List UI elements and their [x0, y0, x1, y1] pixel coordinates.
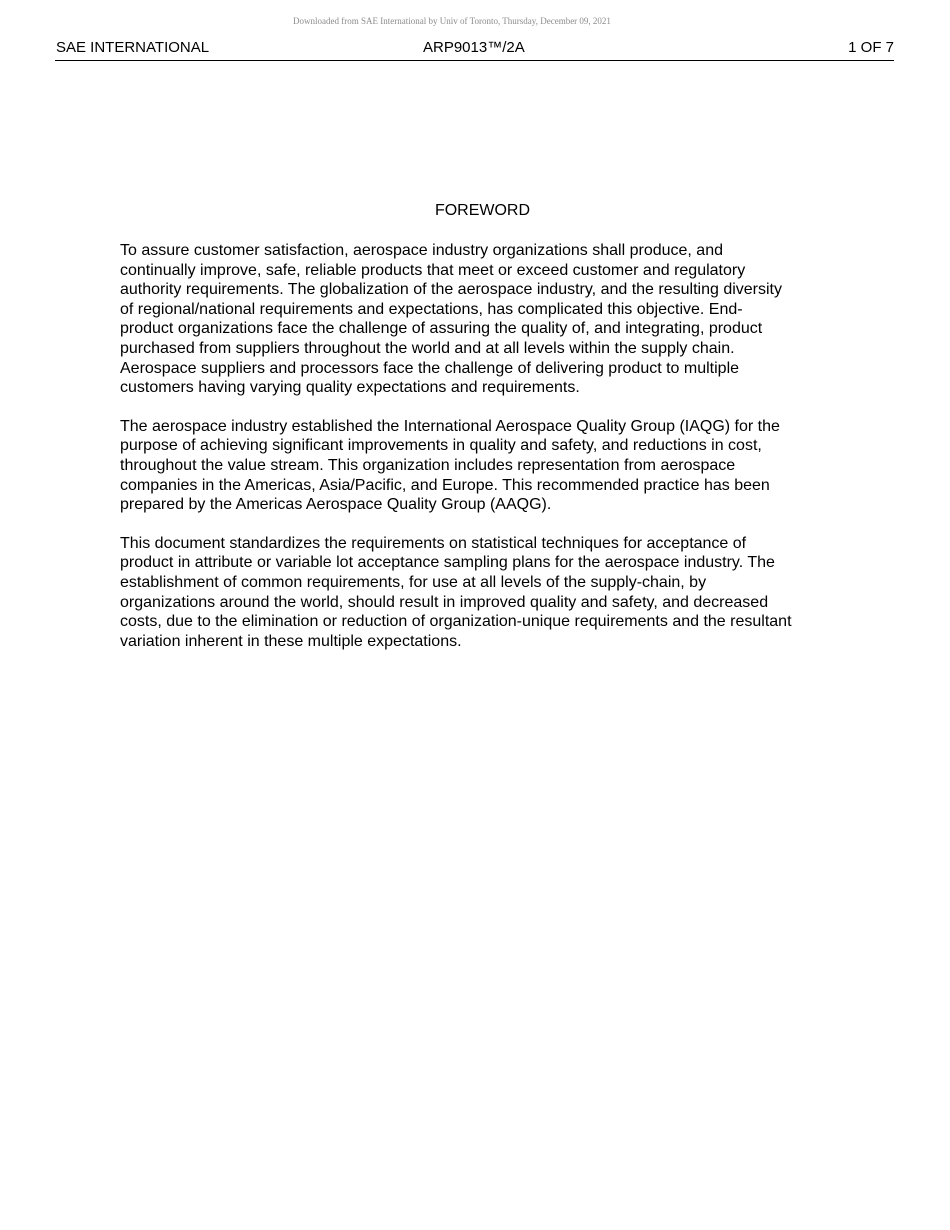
foreword-body	[120, 241, 845, 670]
download-watermark: Downloaded from SAE International by Univ of Toronto, Thursday, December 09, 2021	[293, 16, 611, 26]
paragraph-document-scope: This document standardizes the requirements on statistical techniques for acceptance of product in attribute or variable lot acceptance sampling plans for the aerospace industry. The establishment of common requirements, for use at all levels of the supply-chain, by organizations around the world, should result in improved quality and safety, and decreased costs, due to the elimination or reduction of organization-unique requirements and the resultant variation inherent in these multiple expectations.	[120, 534, 792, 650]
paragraph-customer-satisfaction: To assure customer satisfaction, aerospace industry organizations shall produce, and continually improve, safe, reliable products that meet or exceed customer and regulatory authority requirements. The globalization of the aerospace industry, and the resulting diversity of regional/national requirements and expectations, has complicated this objective. End- product organizations face the challenge of assuring the quality of, and integrating, product purchased from suppliers throughout the world and at all levels within the supply chain. Aerospace suppliers and processors face the challenge of delivering product to multiple customers having varying quality expectations and requirements.	[120, 242, 782, 397]
header-organization: SAE INTERNATIONAL	[56, 39, 210, 56]
header-page-number: 1 OF 7	[848, 39, 894, 56]
paragraph-iaqg: The aerospace industry established the International Aerospace Quality Group (IAQG) for the purpose of achieving significant improvements in quality and safety, and reductions in cost, throughout the value stream. This organization includes representation from aerospace companies in the Americas, Asia/Pacific, and Europe. This recommended practice has been prepared by the Americas Aerospace Quality Group (AAQG).	[120, 417, 780, 514]
section-title: FOREWORD	[434, 202, 531, 219]
page-header	[55, 38, 894, 61]
header-document-number: ARP9013™/2A	[423, 39, 525, 56]
